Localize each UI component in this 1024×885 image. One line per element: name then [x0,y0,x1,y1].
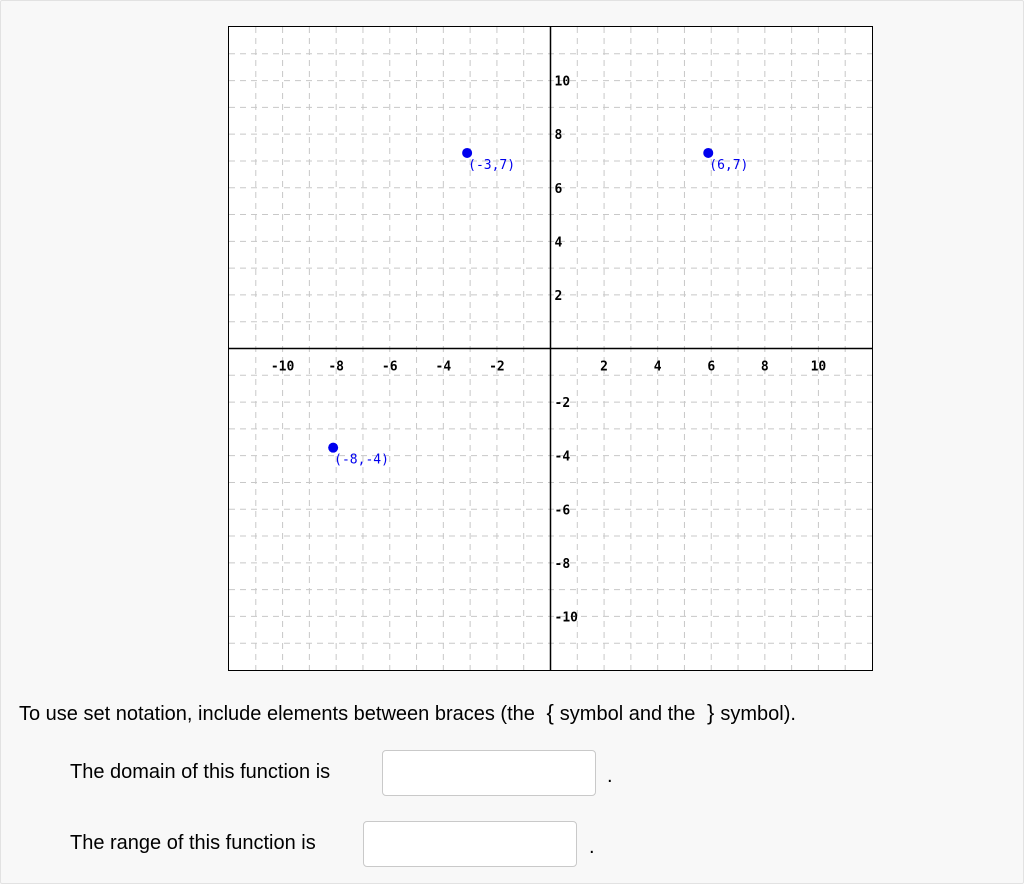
data-point [703,148,713,158]
y-tick-label: 10 [554,74,571,90]
range-label: The range of this function is [70,832,316,854]
set-notation-instruction [19,700,796,726]
instruction-text-after: symbol). [720,703,796,725]
domain-period: . [607,765,613,787]
x-tick-label: 8 [760,359,769,375]
data-point [328,443,338,453]
data-point-label: (6,7) [709,157,749,173]
x-tick-label: -6 [381,359,398,375]
x-tick-label: 10 [810,359,827,375]
instruction-text-before: To use set notation, include elements between braces (the [19,703,535,725]
x-tick-label: 4 [653,359,662,375]
y-tick-label: -2 [554,396,571,412]
data-point [462,148,472,158]
domain-label: The domain of this function is [70,761,331,783]
coordinate-graph [228,26,873,671]
y-tick-label: 2 [554,288,563,304]
domain-input[interactable] [382,750,596,796]
x-tick-label: 6 [707,359,716,375]
y-tick-label: -6 [554,503,571,519]
range-input[interactable] [363,821,577,867]
y-tick-label: 4 [554,235,563,251]
y-tick-label: 8 [554,128,563,144]
x-tick-label: -2 [489,359,505,375]
data-point-label: (-3,7) [468,157,516,173]
x-tick-label: 2 [600,359,608,375]
plot-svg [229,27,872,670]
y-tick-label: -8 [554,556,571,572]
x-tick-label: -8 [328,359,344,375]
close-brace-symbol: } [707,700,715,725]
x-tick-label: -10 [270,359,295,375]
y-tick-label: 6 [554,181,563,197]
y-tick-label: -4 [554,449,571,465]
instruction-text-middle: symbol and the [559,703,696,725]
open-brace-symbol: { [546,700,554,725]
data-point-label: (-8,-4) [334,452,389,468]
y-tick-label: -10 [554,610,578,626]
x-tick-label: -4 [435,359,452,375]
range-period: . [589,836,595,858]
